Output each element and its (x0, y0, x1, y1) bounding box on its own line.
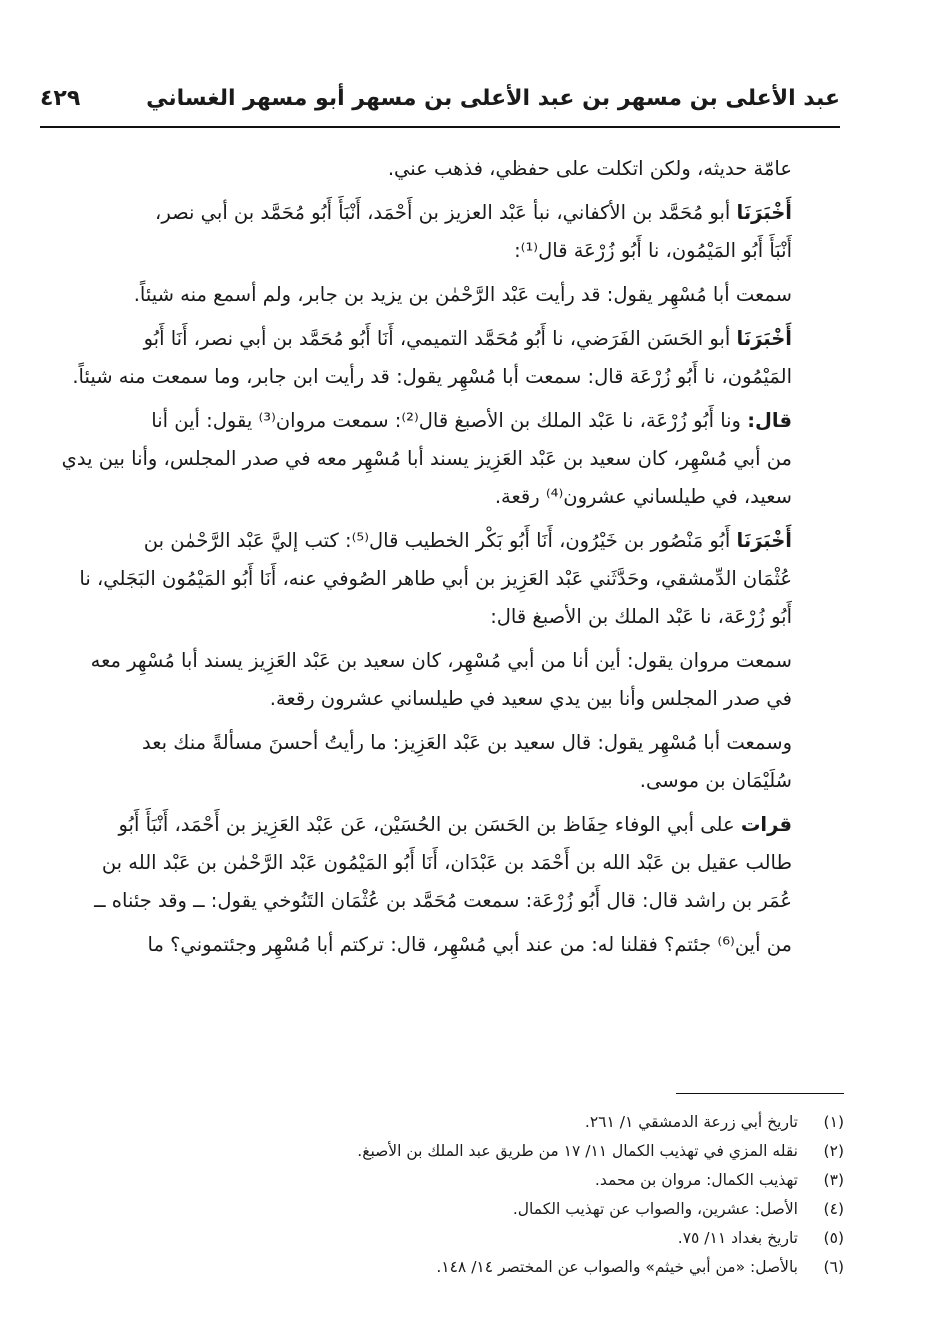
text-line (46, 232, 792, 270)
line-text: أَبُو زُرْعَة، نا عَبْد الملك بن الأصبغ قال: (490, 605, 792, 628)
text-line (46, 522, 792, 560)
text-line (46, 680, 792, 718)
line-text: سمعت أبا مُسْهِر يقول: قد رأيت عَبْد الرَّحْمٰن بن يزيد بن جابر، ولم أسمع منه شيئاً. (133, 283, 792, 306)
text-line (46, 276, 792, 314)
paragraph (46, 194, 792, 270)
paragraph (46, 320, 792, 396)
paragraph (46, 642, 792, 718)
footnote-text: بالأصل: «من أبي خيثم» والصواب عن المختصر ١٤/ ١٤٨. (436, 1258, 798, 1276)
line-text: من أين⁽⁶⁾ جئتم؟ فقلنا له: من عند أبي مُسْهِر، قال: تركتم أبا مُسْهِر وجئتموني؟ ما (147, 933, 792, 956)
line-text: أَنْبَأَ أَبُو المَيْمُون، نا أَبُو زُرْعَة قال⁽¹⁾: (514, 239, 792, 262)
text-line (46, 358, 792, 396)
text-line (46, 194, 792, 232)
footnotes (120, 1108, 844, 1282)
paragraph (46, 402, 792, 516)
footnote-number: (٥) (823, 1229, 844, 1247)
footnote-number: (١) (823, 1113, 844, 1131)
line-text: أَبُو مَنْصُور بن خَيْرُون، أَنَا أَبُو بَكْر الخطيب قال⁽⁵⁾: كتب إليَّ عَبْد الرَّحْمٰن بن (143, 529, 737, 552)
footnote (120, 1108, 844, 1137)
paragraph (46, 522, 792, 636)
line-text: على أبي الوفاء حِفَاظ بن الحَسَن بن الحُسَيْن، عَن عَبْد العَزِيز بن أَحْمَد، أَنْبَأَ أَبُو (118, 813, 741, 836)
footnote-number: (٣) (823, 1171, 844, 1189)
lead-word: أَخْبَرَنَا (736, 201, 792, 224)
line-text: عامّة حديثه، ولكن اتكلت على حفظي، فذهب عني. (387, 157, 792, 180)
paragraph (46, 806, 792, 920)
text-line (46, 320, 792, 358)
line-text: سعيد، في طيلساني عشرون⁽⁴⁾ رقعة. (494, 485, 792, 508)
page-number: ٤٢٩ (40, 86, 81, 111)
footnote-text: تاريخ أبي زرعة الدمشقي ١/ ٢٦١. (584, 1113, 798, 1131)
text-line (46, 926, 792, 964)
text-line (46, 598, 792, 636)
footnote-text: تاريخ بغداد ١١/ ٧٥. (677, 1229, 798, 1247)
lead-word: قال: (747, 409, 792, 432)
main-text (46, 150, 792, 970)
text-line (46, 150, 792, 188)
line-text: أبو مُحَمَّد بن الأكفاني، نبأ عَبْد العزيز بن أَحْمَد، أَنْبَأَ أَبُو مُحَمَّد بن أبي نصر، (155, 201, 737, 224)
header-title: عبد الأعلى بن مسهر بن عبد الأعلى بن مسهر أبو مسهر الغساني (146, 86, 840, 111)
text-line (46, 806, 792, 844)
text-line (46, 882, 792, 920)
paragraph (46, 926, 792, 964)
footnote-separator (676, 1093, 844, 1094)
line-text: وسمعت أبا مُسْهِر يقول: قال سعيد بن عَبْد العَزِيز: ما رأيتُ أحسنَ مسألةً منك بعد (142, 731, 792, 754)
line-text: سمعت مروان يقول: أين أنا من أبي مُسْهِر، كان سعيد بن عَبْد العَزِيز يسند أبا مُسْهِر معه (90, 649, 792, 672)
footnote (120, 1195, 844, 1224)
paragraph (46, 724, 792, 800)
running-header (40, 82, 840, 128)
text-line (46, 478, 792, 516)
text-line (46, 440, 792, 478)
text-line (46, 642, 792, 680)
text-line (46, 762, 792, 800)
footnote-text: الأصل: عشرين، والصواب عن تهذيب الكمال. (512, 1200, 798, 1218)
footnote (120, 1166, 844, 1195)
footnote (120, 1253, 844, 1282)
line-text: عُمَر بن راشد قال: قال أَبُو زُرْعَة: سمعت مُحَمَّد بن عُثْمَان التَنُوخي يقول: ــ وقد جئناه ــ (94, 889, 792, 912)
footnote (120, 1224, 844, 1253)
line-text: أبو الحَسَن الفَرَضي، نا أَبُو مُحَمَّد التميمي، أَنَا أَبُو مُحَمَّد بن أبي نصر، أَنَا أَبُو (143, 327, 737, 350)
footnote-number: (٦) (823, 1258, 844, 1276)
lead-word: أَخْبَرَنَا (736, 529, 792, 552)
line-text: ونا أَبُو زُرْعَة، نا عَبْد الملك بن الأصبغ قال⁽²⁾: سمعت مروان⁽³⁾ يقول: أين أنا (151, 409, 748, 432)
text-line (46, 844, 792, 882)
text-line (46, 724, 792, 762)
text-line (46, 560, 792, 598)
footnote-text: نقله المزي في تهذيب الكمال ١١/ ١٧ من طريق عبد الملك بن الأصبغ. (357, 1142, 798, 1160)
line-text: طالب عقيل بن عَبْد الله بن أَحْمَد بن عَبْدَان، أَنَا أَبُو المَيْمُون عَبْد الرَّحْمٰن بن عَبْد الله بن (101, 851, 792, 874)
line-text: سُلَيْمَان بن موسى. (639, 769, 792, 792)
footnote-text: تهذيب الكمال: مروان بن محمد. (594, 1171, 798, 1189)
line-text: من أبي مُسْهِر، كان سعيد بن عَبْد العَزِيز يسند أبا مُسْهِر معه في صدر المجلس، وأنا بين يدي (61, 447, 792, 470)
line-text: المَيْمُون، نا أَبُو زُرْعَة قال: سمعت أبا مُسْهِر يقول: قد رأيت ابن جابر، وما سمعت منه شيئاً. (72, 365, 792, 388)
text-line (46, 402, 792, 440)
paragraph (46, 276, 792, 314)
line-text: في صدر المجلس وأنا بين يدي سعيد في طيلساني عشرون رقعة. (269, 687, 792, 710)
line-text: عُثْمَان الدِّمشقي، وحَدَّثَني عَبْد العَزِيز بن أبي طاهر الصُوفي عنه، أَنَا أَبُو المَيْمُون البَجَلي، نا (79, 567, 792, 590)
footnote-number: (٢) (823, 1142, 844, 1160)
footnote (120, 1137, 844, 1166)
lead-word: قرات (740, 813, 792, 836)
lead-word: أَخْبَرَنَا (736, 327, 792, 350)
footnote-number: (٤) (823, 1200, 844, 1218)
paragraph (46, 150, 792, 188)
